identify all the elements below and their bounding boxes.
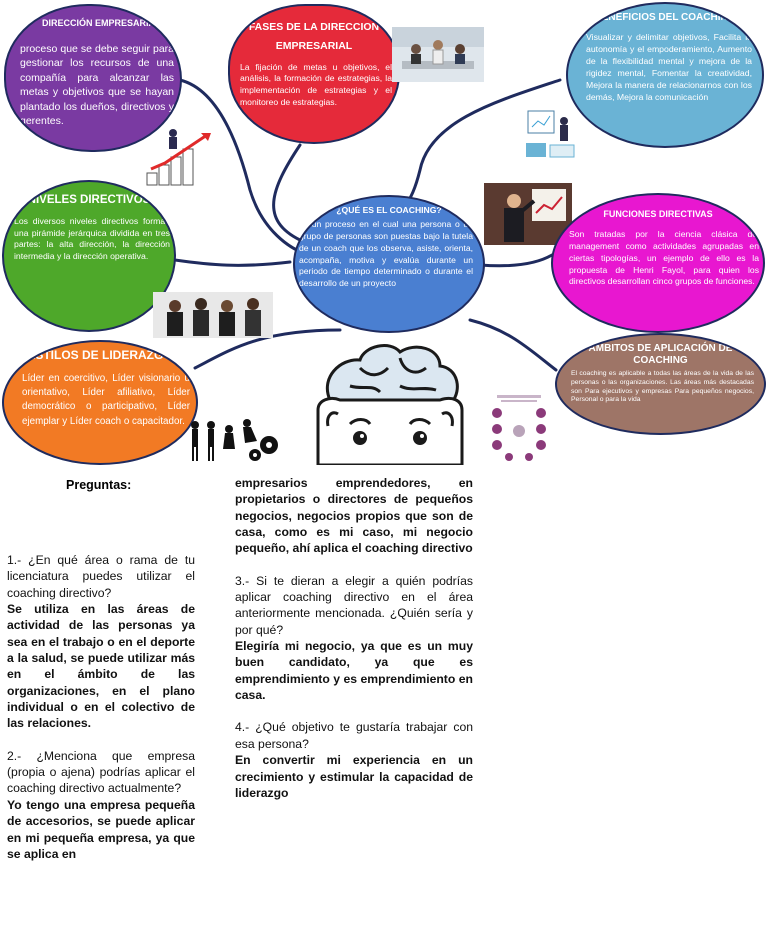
bubble-title: FASES DE LA DIRECCION EMPRESARIAL bbox=[248, 21, 380, 52]
answer-3: Elegiría mi negocio, ya que es un muy buen candidato, ya que es emprendimiento y es emprendimiento en casa. bbox=[235, 639, 473, 703]
bubble-text: Son tratadas por la ciencia clásica del management como actividades agrupadas en ciertas tipologías, un ejemplo de ello es la propuesta de Henri Fayol, para quien los directivos desarrollan cinco grupos de funciones. bbox=[569, 229, 759, 287]
cartoon-brain-head bbox=[300, 338, 480, 465]
bubble-text: El coaching es aplicable a todas las áreas de la vida de las personas o las organizaciones. Las áreas más destacadas son Para ejecutivos y empresas Para pequeños negocios, Personal o para la vida bbox=[571, 370, 754, 404]
bubble-que-es-coaching bbox=[293, 195, 485, 333]
bubble-ambitos-aplicacion bbox=[555, 333, 766, 435]
bubble-title: DIRECCIÓN EMPRESARIAL bbox=[42, 18, 161, 28]
qa-column-left bbox=[7, 552, 195, 862]
bubble-text: Visualizar y delimitar objetivos, Facilita la autonomía y el empoderamiento, Aumento de la flexibilidad mental y mejora de la rigidez mental, Fomentar la creatividad, Mejora la manera de relacionarnos con los demás, Mejora la comunicación bbox=[586, 32, 752, 102]
bubble-title: ESTILOS DE LIDERAZGO bbox=[27, 348, 173, 362]
coach-presentation-image bbox=[522, 107, 580, 162]
bubble-title: FUNCIONES DIRECTIVAS bbox=[603, 209, 713, 219]
meeting-photo bbox=[392, 27, 484, 82]
executives-photo bbox=[153, 292, 273, 338]
bubble-beneficios-coaching bbox=[566, 2, 764, 148]
bubble-text: Los diversos niveles directivos forman una pirámide jerárquica dividida en tres partes: la alta dirección, la dirección intermedia y la dirección operativa. bbox=[14, 215, 170, 262]
bubble-title: BENEFICIOS DEL COACHING bbox=[594, 12, 736, 23]
bubble-fases-direccion bbox=[228, 4, 400, 144]
answer-1: Se utiliza en las áreas de actividad de las personas ya sea en el trabajo o en el deporte a la salud, se puede utilizar más en el ámbito de las organizaciones, en el plano individual o en el colectivo de las relaciones. bbox=[7, 602, 195, 731]
growth-stairs-image bbox=[145, 125, 220, 187]
bubble-text: es un proceso en el cual una persona o un grupo de personas son puestas bajo la tutela de un coach que los observa, asiste, orienta, acompaña, motiva y evalúa durante un periodo de tiempo determinado o durante el desarrollo de un proyecto bbox=[299, 219, 473, 289]
question-2: 2.- ¿Menciona que empresa (propia o ajena) podrías aplicar el coaching directivo actualmente? bbox=[7, 748, 195, 796]
bubble-estilos-liderazgo bbox=[2, 340, 198, 465]
bubble-niveles-directivos bbox=[2, 180, 176, 332]
qa-column-right bbox=[235, 475, 473, 801]
question-3: 3.- Si te dieran a elegir a quién podrías aplicar coaching directivo en el área anteriormente mencionada. ¿Quién sería y por qué? bbox=[235, 573, 473, 637]
question-1: 1.- ¿En qué área o rama de tu licenciatura puedes utilizar el coaching directivo? bbox=[7, 553, 195, 600]
bubble-text: Líder en coercitivo, Líder visionario u orientativo, Líder afiliativo, Líder democrático o participativo, Líder ejemplar y Líder coach o capacitador. bbox=[22, 373, 190, 427]
bubble-text: proceso que se debe seguir para gestionar los recursos de una compañía para alcanzar las metas y objetivos que se hayan plantado los dueños, directivos y gerentes. bbox=[20, 43, 174, 128]
answer-2-part-2: empresarios emprendedores, en propietarios o directores de pequeños negocios, negocios propios que son de casa, como es mi caso, mi negocio pequeño, ahí aplica el coaching directivo bbox=[235, 476, 473, 556]
bubble-title: AMBITOS DE APLICACIÓN DE COACHING bbox=[588, 343, 733, 366]
bubble-title: NIVELES DIRECTIVOS bbox=[27, 194, 151, 206]
mind-map bbox=[0, 0, 768, 465]
team-gears-image bbox=[183, 417, 285, 465]
bubble-funciones-directivas bbox=[551, 193, 765, 333]
answer-2-part-1: Yo tengo una empresa pequeña de accesorios, se puede aplicar en mi pequeña empresa, ya que se aplica en bbox=[7, 797, 195, 861]
bubble-text: La fijación de metas u objetivos, el análisis, la formación de estrategias, la implementación de estrategias y el monitoreo de estrategias. bbox=[240, 61, 392, 107]
answer-4: En convertir mi experiencia en un crecimiento y estimular la capacidad de liderazgo bbox=[235, 753, 473, 800]
bubble-title: ¿QUÉ ES EL COACHING? bbox=[336, 205, 442, 215]
questions-heading: Preguntas: bbox=[66, 478, 132, 492]
question-4: 4.- ¿Qué objetivo te gustaría trabajar con esa persona? bbox=[235, 720, 473, 751]
ambitos-diagram-image bbox=[487, 393, 551, 463]
